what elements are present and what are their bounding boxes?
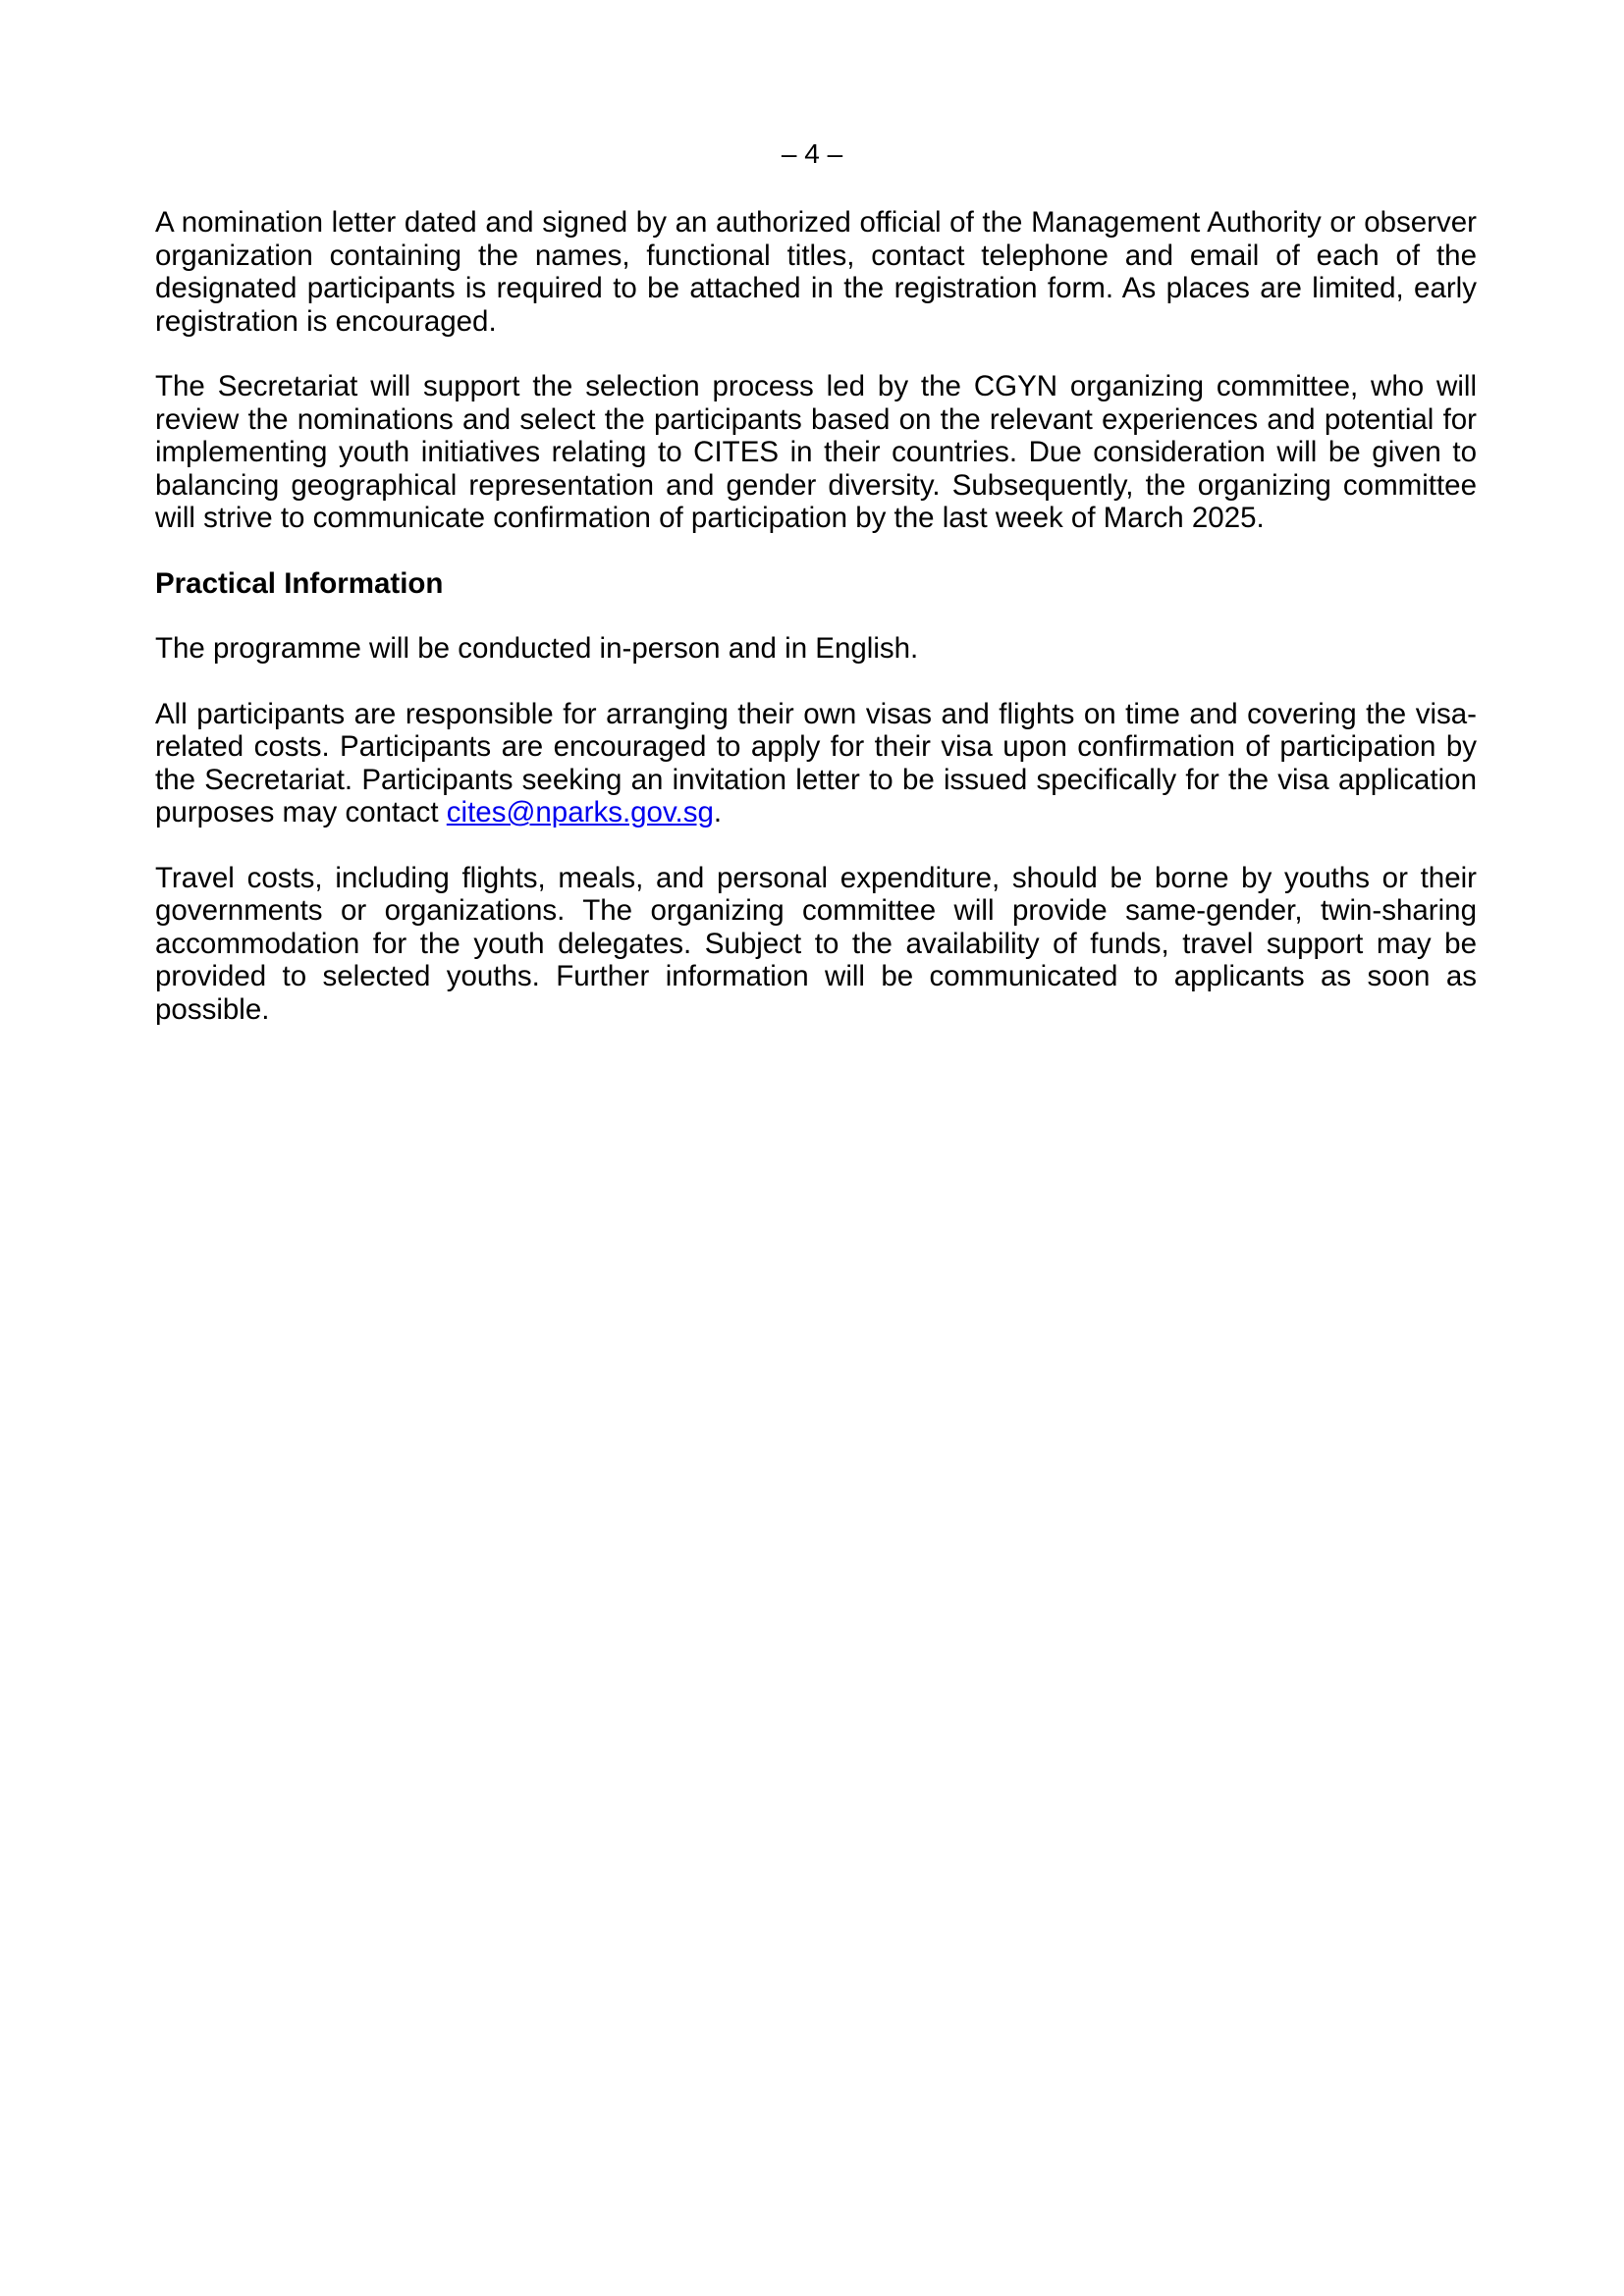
contact-email-link[interactable]: cites@nparks.gov.sg bbox=[446, 796, 714, 828]
travel-costs-paragraph: Travel costs, including flights, meals, and personal expenditure, should be borne by youths or their governments or organizations. The organizing committee will provide same-gender, twin-sharing accommodation for the youth delegates. Subject to the availability of funds, travel support may be provided to selected youths. Further information will be communicated to applicants as soon as possible. bbox=[155, 861, 1477, 1026]
page-number: – 4 – bbox=[781, 138, 843, 169]
nomination-letter-paragraph: A nomination letter dated and signed by an authorized official of the Management Authority or observer organization containing the names, functional titles, contact telephone and email of each of the designated participants is required to be attached in the registration form. As places are limited, early registration is encouraged. bbox=[155, 206, 1477, 338]
visa-paragraph bbox=[155, 698, 1477, 829]
section-heading-practical-information: Practical Information bbox=[155, 566, 444, 600]
selection-process-paragraph: The Secretariat will support the selection process led by the CGYN organizing committee, who will review the nominations and select the participants based on the relevant experiences and potential for implementing youth initiatives relating to CITES in their countries. Due consideration will be given to balancing geographical representation and gender diversity. Subsequently, the organizing committee will strive to communicate confirmation of participation by the last week of March 2025. bbox=[155, 370, 1477, 534]
visa-paragraph-text: All participants are responsible for arranging their own visas and flights on time and covering the visa-related costs. Participants are encouraged to apply for their visa upon confirmation of participation by the Secretariat. Participants seeking an invitation letter to be issued specifically for the visa application purposes may contact bbox=[155, 697, 1477, 828]
programme-language-paragraph: The programme will be conducted in-person and in English. bbox=[155, 632, 919, 665]
visa-paragraph-end: . bbox=[713, 796, 723, 828]
document-body bbox=[155, 206, 1477, 1058]
